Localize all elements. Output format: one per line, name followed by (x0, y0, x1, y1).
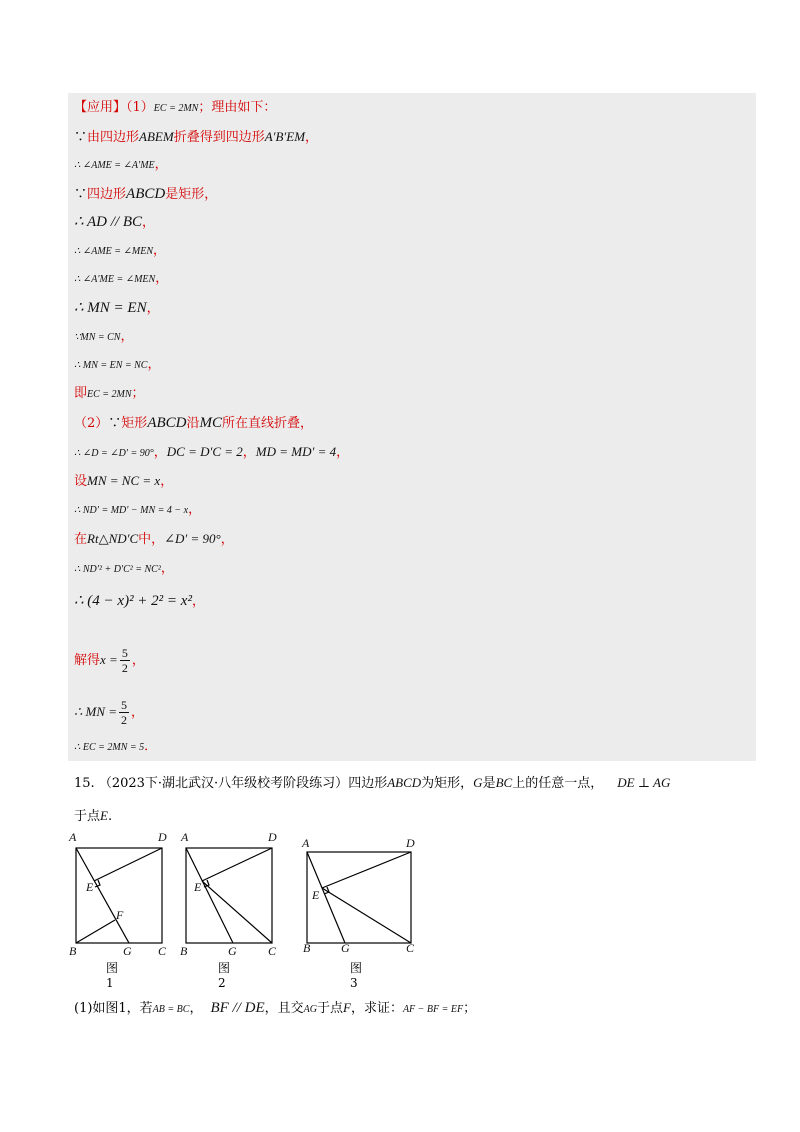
sol-line-16: 在Rt△ND′C中，∠D′ = 90°， (74, 531, 234, 547)
fig1-label-G: G (123, 944, 132, 958)
fraction: $\frac{5}{2}$ (121, 698, 128, 727)
sol-line-8: ∴ MN = EN， (74, 300, 160, 316)
fig1-label-A: A (69, 830, 77, 844)
sol-line-6: ∴ ∠AME = ∠MEN， (74, 243, 167, 258)
problem-statement-line2: 于点E. (74, 808, 113, 824)
fig2-label-A: A (181, 830, 189, 844)
problem-statement: 15. （2023下·湖北武汉·八年级校考阶段练习）四边形ABCD为矩形，G是BC上的任意一点， DE ⊥ AG (74, 775, 671, 791)
sol-line-20: ∴ MN = $\frac{5}{2}$ ， (74, 698, 145, 727)
fig3-caption: 图3 (350, 961, 363, 990)
fig3-rectangle (307, 852, 411, 943)
fig2-caption: 图2 (218, 961, 231, 990)
fig1-line-AG (76, 848, 129, 943)
sol-line-14: 设MN = NC = x， (74, 473, 174, 489)
fig2-label-G: G (228, 944, 237, 958)
problem-number: 15. (74, 776, 95, 791)
question-1: (1)如图1，若AB = BC， BF // DE，且交AG于点F，求证：AF − BF = EF； (74, 1000, 477, 1016)
sol-line-13: ∴ ∠D = ∠D′ = 90°，DC = D′C = 2，MD = MD′ = 4， (74, 444, 350, 460)
fig1-caption: 图1 (106, 961, 119, 990)
sol-line-12: （2）∵矩形ABCD沿MC所在直线折叠， (74, 415, 314, 431)
fraction: $\frac{5}{2}$ (121, 646, 128, 675)
fig2-line-EC (202, 881, 272, 943)
fig2-label-D: D (268, 830, 277, 844)
sol-line-21: ∴ EC = 2MN = 5． (74, 739, 158, 754)
fig1-line-BF (76, 920, 115, 943)
fig1-label-B: B (69, 944, 77, 958)
fig2-rectangle (186, 848, 272, 943)
sol-line-3: ∴ ∠AME = ∠A′ME， (74, 157, 168, 172)
tag-label: 【应用】 (74, 100, 127, 115)
fig3-label-A: A (302, 836, 310, 850)
fig1-label-F: F (116, 908, 124, 922)
fig2-label-C: C (268, 944, 277, 958)
sol-line-11: 即EC = 2MN； (74, 386, 145, 401)
fig2-line-AG (186, 848, 233, 943)
fig2-label-B: B (180, 944, 188, 958)
sol-line-9: ∵MN = CN， (74, 329, 134, 344)
fig3-line-DE (322, 852, 411, 888)
sol-line-18: ∴ (4 − x)² + 2² = x²， (74, 593, 205, 609)
sol-line-15: ∴ ND′ = MD′ − MN = 4 − x， (74, 502, 202, 517)
fig3-label-G: G (341, 941, 350, 955)
fig1-label-C: C (158, 944, 167, 958)
fig3-label-C: C (406, 941, 415, 955)
fig3-label-B: B (303, 941, 311, 955)
fig3-label-D: D (406, 836, 415, 850)
problem-source: （2023下·湖北武汉·八年级校考阶段练习） (98, 776, 349, 791)
fig3-line-EC (322, 888, 411, 943)
fig3-label-E: E (312, 888, 320, 902)
sol-line-17: ∴ ND′² + D′C² = NC²， (74, 561, 174, 576)
fig2-line-DE (202, 848, 272, 881)
sol-line-5: ∴ AD // BC， (74, 214, 156, 230)
sol-line-1: 【应用】（1）EC = 2MN；理由如下： (74, 100, 277, 115)
sol-line-10: ∴ MN = EN = NC， (74, 357, 161, 372)
sol-line-4: ∵四边形ABCD是矩形， (74, 186, 218, 202)
fig1-label-E: E (86, 880, 94, 894)
sol-line-2: ∵由四边形ABEM折叠得到四边形A′B′EM， (74, 129, 319, 145)
fig1-line-DE (94, 848, 162, 881)
fig1-label-D: D (158, 830, 167, 844)
sol-line-19: 解得x = $\frac{5}{2}$ ， (74, 646, 145, 675)
fig2-label-E: E (194, 880, 202, 894)
fig1-rectangle (76, 848, 162, 943)
sol-line-7: ∴ ∠A′ME = ∠MEN， (74, 271, 169, 286)
